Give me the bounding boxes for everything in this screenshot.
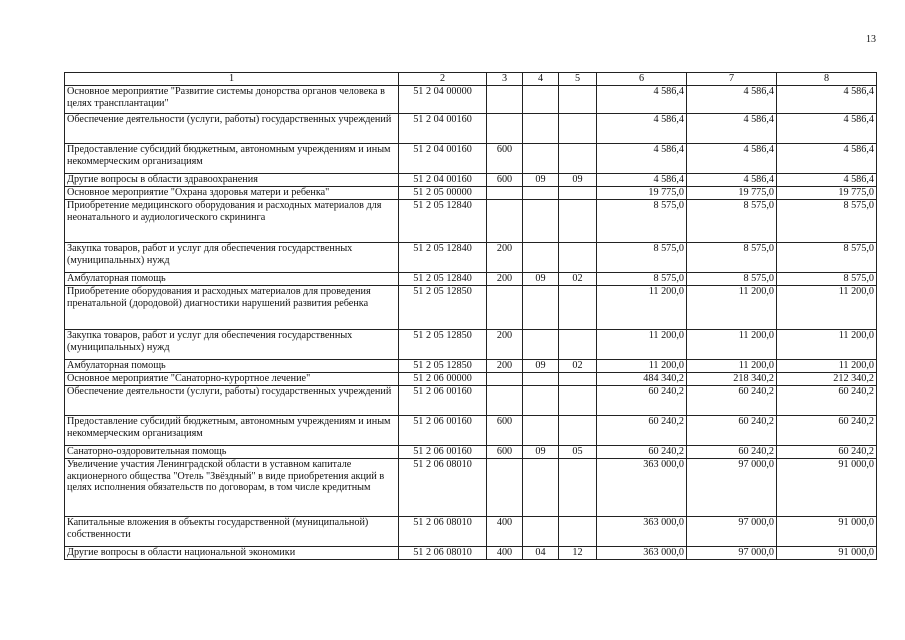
row-subsection-cell [559,144,597,174]
row-amount-cell: 60 240,2 [597,416,687,446]
row-section-cell [523,459,559,517]
row-amount-cell: 4 586,4 [687,114,777,144]
header-cell: 5 [559,73,597,86]
row-subsection-cell [559,517,597,547]
row-expense-type-cell [487,386,523,416]
table-row [65,330,877,360]
row-code-cell: 51 2 06 00160 [399,446,487,459]
row-name-cell: Основное мероприятие "Развитие системы донорства органов человека в целях трансплантации" [65,86,399,114]
row-amount-cell: 60 240,2 [777,446,877,459]
row-amount-cell: 218 340,2 [687,373,777,386]
row-expense-type-cell [487,286,523,330]
header-cell: 6 [597,73,687,86]
row-section-cell [523,114,559,144]
row-subsection-cell: 05 [559,446,597,459]
row-name-cell: Увеличение участия Ленинградской области в уставном капитале акционерного общества "Отель "Звёздный" в виде приобретения акций в целях исполнения обязательств по договорам, в том числе кредитным [65,459,399,517]
header-row [65,73,877,86]
row-section-cell [523,330,559,360]
row-amount-cell: 11 200,0 [687,330,777,360]
row-section-cell [523,144,559,174]
row-expense-type-cell: 600 [487,416,523,446]
table-row [65,144,877,174]
row-amount-cell: 91 000,0 [777,547,877,560]
row-amount-cell: 4 586,4 [777,86,877,114]
row-code-cell: 51 2 06 08010 [399,459,487,517]
row-subsection-cell: 12 [559,547,597,560]
row-expense-type-cell [487,373,523,386]
row-amount-cell: 4 586,4 [777,114,877,144]
row-expense-type-cell: 600 [487,174,523,187]
row-name-cell: Амбулаторная помощь [65,360,399,373]
table-row [65,386,877,416]
table-row [65,200,877,243]
row-section-cell: 09 [523,446,559,459]
row-code-cell: 51 2 05 00000 [399,187,487,200]
row-amount-cell: 8 575,0 [597,200,687,243]
table-row [65,273,877,286]
row-section-cell: 09 [523,174,559,187]
row-amount-cell: 91 000,0 [777,517,877,547]
row-amount-cell: 4 586,4 [597,174,687,187]
row-amount-cell: 4 586,4 [597,144,687,174]
row-name-cell: Другие вопросы в области здравоохранения [65,174,399,187]
row-section-cell [523,200,559,243]
row-amount-cell: 11 200,0 [597,286,687,330]
row-expense-type-cell: 200 [487,243,523,273]
row-expense-type-cell: 600 [487,446,523,459]
row-subsection-cell [559,330,597,360]
row-amount-cell: 11 200,0 [777,360,877,373]
row-amount-cell: 19 775,0 [777,187,877,200]
row-section-cell [523,386,559,416]
page-number: 13 [866,34,876,45]
row-code-cell: 51 2 06 00000 [399,373,487,386]
budget-table [64,72,877,560]
row-amount-cell: 4 586,4 [597,114,687,144]
row-expense-type-cell: 200 [487,360,523,373]
header-cell: 1 [65,73,399,86]
row-subsection-cell [559,459,597,517]
row-amount-cell: 4 586,4 [687,144,777,174]
row-expense-type-cell: 400 [487,547,523,560]
row-amount-cell: 11 200,0 [597,360,687,373]
row-amount-cell: 8 575,0 [597,273,687,286]
table-row [65,243,877,273]
row-amount-cell: 11 200,0 [687,286,777,330]
table-row [65,187,877,200]
row-amount-cell: 11 200,0 [777,286,877,330]
row-subsection-cell [559,373,597,386]
row-name-cell: Приобретение медицинского оборудования и расходных материалов для неонатального и аудиологического скрининга [65,200,399,243]
row-section-cell [523,517,559,547]
row-subsection-cell [559,416,597,446]
row-name-cell: Капитальные вложения в объекты государственной (муниципальной) собственности [65,517,399,547]
row-code-cell: 51 2 04 00160 [399,114,487,144]
row-amount-cell: 60 240,2 [597,386,687,416]
row-code-cell: 51 2 05 12850 [399,330,487,360]
row-amount-cell: 97 000,0 [687,547,777,560]
row-amount-cell: 8 575,0 [597,243,687,273]
row-amount-cell: 60 240,2 [687,386,777,416]
table-row [65,517,877,547]
row-amount-cell: 8 575,0 [777,243,877,273]
row-expense-type-cell: 200 [487,273,523,286]
row-expense-type-cell [487,114,523,144]
row-subsection-cell: 02 [559,273,597,286]
row-amount-cell: 8 575,0 [777,273,877,286]
row-amount-cell: 60 240,2 [687,416,777,446]
table-row [65,446,877,459]
row-expense-type-cell [487,200,523,243]
row-section-cell [523,373,559,386]
row-name-cell: Амбулаторная помощь [65,273,399,286]
row-amount-cell: 363 000,0 [597,547,687,560]
row-amount-cell: 19 775,0 [687,187,777,200]
header-cell: 4 [523,73,559,86]
header-cell: 2 [399,73,487,86]
row-amount-cell: 11 200,0 [777,330,877,360]
row-section-cell [523,286,559,330]
row-subsection-cell [559,86,597,114]
table-row [65,547,877,560]
row-code-cell: 51 2 04 00160 [399,144,487,174]
row-name-cell: Основное мероприятие "Охрана здоровья матери и ребенка" [65,187,399,200]
row-amount-cell: 19 775,0 [597,187,687,200]
row-amount-cell: 4 586,4 [687,86,777,114]
row-expense-type-cell: 400 [487,517,523,547]
row-code-cell: 51 2 04 00000 [399,86,487,114]
header-cell: 7 [687,73,777,86]
row-name-cell: Предоставление субсидий бюджетным, автономным учреждениям и иным некоммерческим организациям [65,144,399,174]
row-code-cell: 51 2 06 08010 [399,547,487,560]
row-code-cell: 51 2 05 12840 [399,243,487,273]
row-amount-cell: 8 575,0 [687,200,777,243]
row-amount-cell: 97 000,0 [687,459,777,517]
table-row [65,174,877,187]
row-amount-cell: 60 240,2 [777,416,877,446]
row-amount-cell: 484 340,2 [597,373,687,386]
row-subsection-cell [559,286,597,330]
header-cell: 3 [487,73,523,86]
row-subsection-cell [559,243,597,273]
row-section-cell [523,416,559,446]
row-section-cell: 04 [523,547,559,560]
table-row [65,114,877,144]
row-amount-cell: 11 200,0 [597,330,687,360]
row-name-cell: Предоставление субсидий бюджетным, автономным учреждениям и иным некоммерческим организациям [65,416,399,446]
row-amount-cell: 4 586,4 [777,144,877,174]
row-amount-cell: 8 575,0 [687,243,777,273]
row-section-cell [523,243,559,273]
row-amount-cell: 60 240,2 [597,446,687,459]
table-row [65,416,877,446]
row-amount-cell: 11 200,0 [687,360,777,373]
table-row [65,373,877,386]
row-code-cell: 51 2 05 12850 [399,360,487,373]
row-name-cell: Санаторно-оздоровительная помощь [65,446,399,459]
row-section-cell [523,86,559,114]
row-amount-cell: 8 575,0 [777,200,877,243]
row-code-cell: 51 2 06 00160 [399,386,487,416]
row-amount-cell: 8 575,0 [687,273,777,286]
row-name-cell: Другие вопросы в области национальной экономики [65,547,399,560]
table-row [65,286,877,330]
row-section-cell [523,187,559,200]
row-amount-cell: 60 240,2 [687,446,777,459]
table-row [65,360,877,373]
row-amount-cell: 4 586,4 [597,86,687,114]
row-code-cell: 51 2 05 12840 [399,200,487,243]
row-code-cell: 51 2 05 12850 [399,286,487,330]
row-amount-cell: 212 340,2 [777,373,877,386]
row-name-cell: Обеспечение деятельности (услуги, работы) государственных учреждений [65,114,399,144]
row-name-cell: Основное мероприятие "Санаторно-курортное лечение" [65,373,399,386]
row-section-cell: 09 [523,273,559,286]
row-expense-type-cell: 600 [487,144,523,174]
row-subsection-cell: 02 [559,360,597,373]
row-amount-cell: 363 000,0 [597,459,687,517]
row-name-cell: Обеспечение деятельности (услуги, работы) государственных учреждений [65,386,399,416]
row-amount-cell: 363 000,0 [597,517,687,547]
row-code-cell: 51 2 06 00160 [399,416,487,446]
row-amount-cell: 4 586,4 [777,174,877,187]
row-name-cell: Закупка товаров, работ и услуг для обеспечения государственных (муниципальных) нужд [65,243,399,273]
row-code-cell: 51 2 05 12840 [399,273,487,286]
row-expense-type-cell: 200 [487,330,523,360]
row-expense-type-cell [487,187,523,200]
row-subsection-cell [559,386,597,416]
row-code-cell: 51 2 06 08010 [399,517,487,547]
row-subsection-cell: 09 [559,174,597,187]
row-amount-cell: 60 240,2 [777,386,877,416]
row-name-cell: Приобретение оборудования и расходных материалов для проведения пренатальной (дородовой) диагностики нарушений развития ребенка [65,286,399,330]
row-code-cell: 51 2 04 00160 [399,174,487,187]
row-amount-cell: 91 000,0 [777,459,877,517]
row-name-cell: Закупка товаров, работ и услуг для обеспечения государственных (муниципальных) нужд [65,330,399,360]
row-subsection-cell [559,187,597,200]
row-subsection-cell [559,200,597,243]
row-subsection-cell [559,114,597,144]
header-cell: 8 [777,73,877,86]
table-row [65,459,877,517]
table-row [65,86,877,114]
row-expense-type-cell [487,459,523,517]
row-section-cell: 09 [523,360,559,373]
row-amount-cell: 4 586,4 [687,174,777,187]
row-expense-type-cell [487,86,523,114]
row-amount-cell: 97 000,0 [687,517,777,547]
